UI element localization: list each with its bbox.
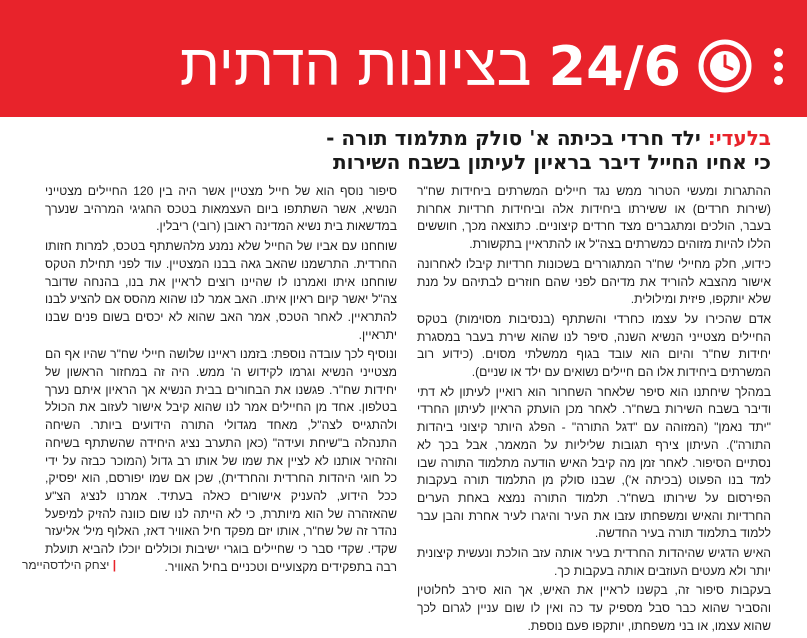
paragraph: ההתגרות ומעשי הטרור ממש נגד חיילים המשרתים ביחידות שח"ר (שירות חרדים) או ששירתו ביחידות אלה וביחידות חרדיות אחרות בעבר, הולכים ומתגברים מצד חרדים קיצוניים. כתוצאה מכך, חוששים הללו להיות מזוהים כמשרתים בצה"ל או להתראיין בתקשורת. (417, 184, 771, 252)
section-title (180, 26, 681, 106)
headline-line-2: כי אחיו החייל דיבר בראיון לעיתון בשבח השירות (332, 150, 771, 174)
paragraph: שוחחנו עם אביו של החייל שלא נמנע מלהשתתף בטכס, למרות חזותו החרדית. התרשמנו שהאב גאה בבנו המצטיין. עוד לפני תחילת הטקס שוחחנו איתו ואמרנו לו שהיינו רוצים לראיין את בנו, בהנחה שדובר צה"ל יאשר קיום ראיון איתו. האב אמר לנו שהוא מהסס אם להציע לבנו להתראיין. לאחר הטכס, אמר האב שהוא לא יכסים בשום פנים שבנו יתראיין. (45, 239, 397, 342)
section-banner (0, 0, 807, 117)
headline-line-1 (31, 126, 771, 150)
headline-kicker: בלעדי: (707, 126, 771, 150)
section-number: 24/6 (548, 35, 681, 98)
article-headline (31, 126, 771, 174)
menu-dots-icon (773, 48, 783, 88)
section-name: בציונות הדתית (179, 33, 532, 98)
paragraph: במהלך שיחתנו הוא סיפר שלאחר השחרור הוא רואיין לעיתון לא דתי ודיבר בשבח השירות בשח"ר. לאחר מכן הועתק הראיון לעיתון החרדי "יתד נאמן" (המזוהה עם "דגל התורה" - הפלג היותר קיצוני ביהדות התורה"). העיתון צירף תגובות שליליות על המאמר, אבל בכך לא נסתיים הסיפור. לאחר זמן מה קיבל האיש הודעה מתלמוד התורה שבו למד בנו הפעוט (בכיתה א'), שבנו סולק מן התלמוד תורה בעקבות הפירסום על שירותו בשח"ר. תלמוד התורה נמצא באחת הערים החרדיות והאיש ומשפחתו עזבו את העיר והיגרו לעיר אחרת והבן עבר ללמוד בתלמוד תורה בעיר החדשה. (417, 384, 771, 541)
paragraph: אדם שהכירו על עצמו כחרדי והשתתף (בנסיבות מסוימות) בטקס החיילים מצטייני הנשיא השנה, סיפר לנו שהוא שירת בעבר במסגרת יחידות שח"ר והיום הוא עובד בגוף ממשלתי מסוים. (כידוע רוב המשרתים ביחידות אלו הם חיילים נשואים עם ילד או שניים). (417, 311, 771, 380)
clock-icon (697, 38, 753, 94)
author-byline (22, 554, 382, 576)
author-name: יצחק הילדסהיימר (22, 558, 110, 572)
paragraph: בעקבות סיפור זה, בקשנו לראיין את האיש, אך הוא סירב לחלוטין והסביר שהוא כבר סבל מספיק עד כה ואין לו שום עניין לגרום לכך שהוא עצמו, או בני משפחתו, יותקפו פעם נוספת. (417, 583, 771, 633)
paragraph: סיפור נוסף הוא של חייל מצטיין אשר היה בין 120 החיילים מצטייני הנשיא, אשר השתתפו ביום העצמאות בטכס החגיגי המרהיב שנערך במדשאות בית נשיא המדינה ראובן (רובי) ריבלין. (45, 184, 397, 234)
headline-line-1-text: ילד חרדי בכיתה א' סולק מתלמוד תורה - (326, 126, 708, 150)
article-column-right (417, 183, 771, 638)
paragraph: ונוסיף לכך עובדה נוספת: בזמנו ראיינו שלושה חיילי שח"ר שהיו אף הם מצטייני הנשיא וגרמו לקידוש ה' ממש. היה זה במחזור הראשון של יחידות שח"ר. פגשנו את הבחורים בבית הנשיא אך הראיון איתם נערך בטלפון. אחד מן החיילים אמר לנו שהוא קיבל אישור לעזוב את הכולל ולהתגייס לצה"ל, מאחד מגדולי התורה הידועים ביותר. השיחה התנהלה ב"שיחת ועידה" (כאן התערב נציג היחידה שהשתתף בשיחה והזהיר אותנו לא לציין את שמו של אותו רב גדול (המוכר כבזה על ידי כל חוגי היהדות החרדית והחרדית), שכן אם שמו יפורסם, הוא יפסיק, ככל הידוע, להעניק אישורים כאלה בעתיד. אמרנו לנציג הצ"ע שהאזהרה של הוא מיותרת, כי לא הייתה לנו שום כוונה להזיק למיפעל נהדר זה של שח"ר, אותו יזם מפקד חיל האוויר דאז, האלוף מיל' אליעזר שקדי. שקדי סבר כי שחיילים בוגרי ישיבות וכוללים יוכלו להביא תועלת רבה בתפקידים מקצועיים וטכניים בחיל האוויר. (45, 347, 397, 574)
paragraph: האיש הדגיש שהיהדות החרדית בעיר אותה עזב הולכת ונעשית קיצונית יותר ולא מעטים העוזבים אותה בעקבות כך. (417, 546, 771, 578)
article-column-left (45, 183, 397, 578)
paragraph: כידוע, חלק מחיילי שח"ר המתגוררים בשכונות חרדיות קיבלו לאחרונה אישור מהצבא להוריד את מדיהם לפני שהם חוזרים לבתיהם על מנת שלא יותקפו, פיזית ומילולית. (417, 256, 771, 307)
byline-bar: | (112, 558, 117, 572)
